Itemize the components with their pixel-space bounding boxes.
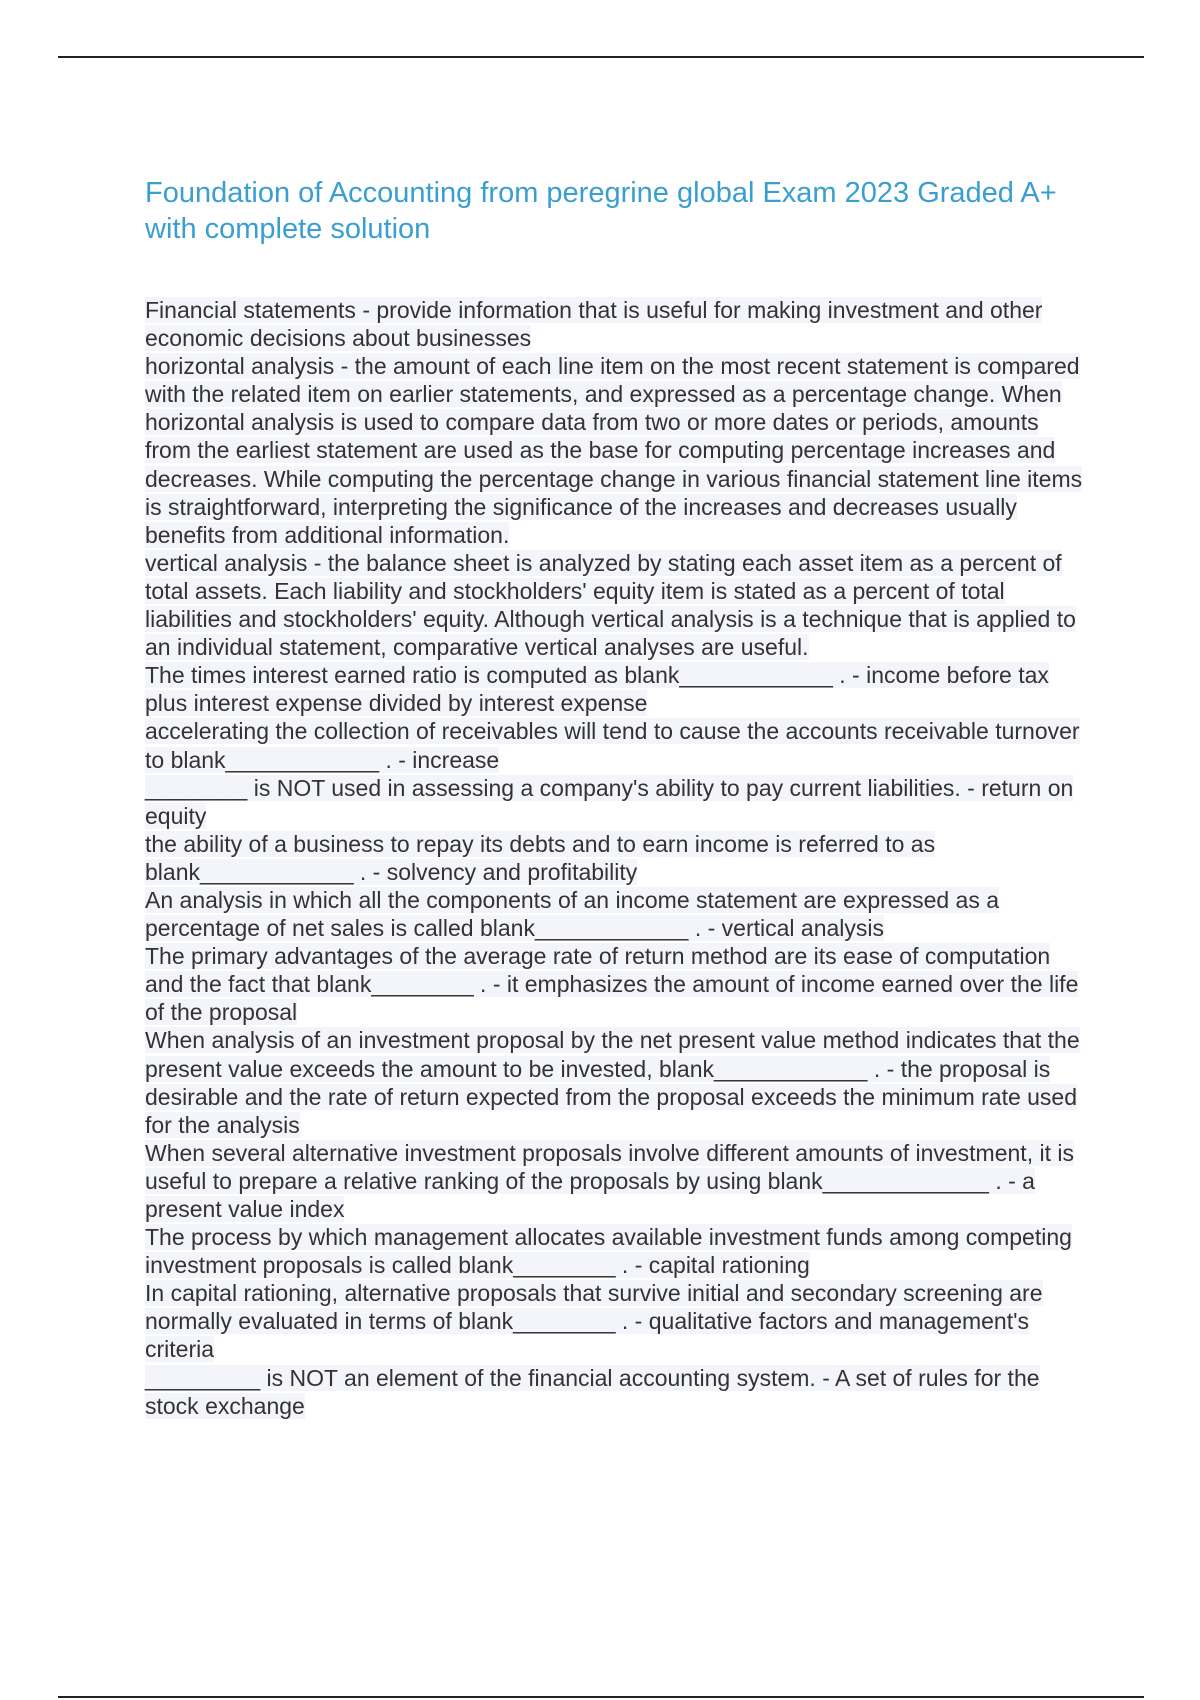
qa-entry-vertical-analysis: vertical analysis - the balance sheet is analyzed by stating each asset item as a percent of total assets. Each liability and stockholders' equity item is stated as a percent of total liabilities and stockholders' equity. Although vertical analysis is a technique that is applied to an individual statement, comparative vertical analyses are useful. [145,549,1076,661]
bottom-rule [58,1696,1144,1698]
qa-entry-qualitative-factors: In capital rationing, alternative proposals that survive initial and secondary screening are normally evaluated in terms of blank________ . - qualitative factors and management's criteria [145,1280,1043,1363]
qa-entry-solvency-profitability: the ability of a business to repay its debts and to earn income is referred to as blank____________ . - solvency and profitability [145,830,936,885]
qa-entry-financial-statements: Financial statements - provide information that is useful for making investment and other economic decisions about businesses [145,297,1043,352]
qa-entry-times-interest-earned: The times interest earned ratio is computed as blank____________ . - income before tax plus interest expense divided by interest expense [145,662,1049,717]
qa-entry-return-on-equity: ________ is NOT used in assessing a company's ability to pay current liabilities. - return on equity [145,774,1074,829]
qa-entry-receivables-turnover: accelerating the collection of receivables will tend to cause the accounts receivable turnover to blank____________ . - increase [145,718,1080,773]
qa-entry-income-statement-vertical: An analysis in which all the components of an income statement are expressed as a percentage of net sales is called blank____________ . - vertical analysis [145,886,1000,942]
qa-entry-present-value-index: When several alternative investment proposals involve different amounts of investment, it is useful to prepare a relative ranking of the proposals by using blank_____________ . - a present value index [145,1139,1074,1222]
question-answer-list [145,296,1085,1420]
qa-entry-average-rate-of-return: The primary advantages of the average rate of return method are its ease of computation and the fact that blank________ . - it emphasizes the amount of income earned over the life of the proposal [145,943,1079,1026]
qa-entry-financial-accounting-system: _________ is NOT an element of the financial accounting system. - A set of rules for the stock exchange [145,1364,1040,1419]
qa-entry-horizontal-analysis: horizontal analysis - the amount of each line item on the most recent statement is compared with the related item on earlier statements, and expressed as a percentage change. When horizontal analysis is used to compare data from two or more dates or periods, amounts from the earliest statement are used as the base for computing percentage increases and decreases. While computing the percentage change in various financial statement line items is straightforward, interpreting the significance of the increases and decreases usually benefits from additional information. [145,353,1083,548]
document-title: Foundation of Accounting from peregrine global Exam 2023 Graded A+ with complete solution [145,177,1057,245]
top-rule [58,56,1144,58]
qa-entry-capital-rationing: The process by which management allocates available investment funds among competing investment proposals is called blank________ . - capital rationing [145,1224,1072,1279]
qa-entry-net-present-value: When analysis of an investment proposal by the net present value method indicates that the present value exceeds the amount to be invested, blank____________ . - the proposal is desirable and the rate of return expected from the proposal exceeds the minimum rate used for the analysis [145,1027,1080,1138]
